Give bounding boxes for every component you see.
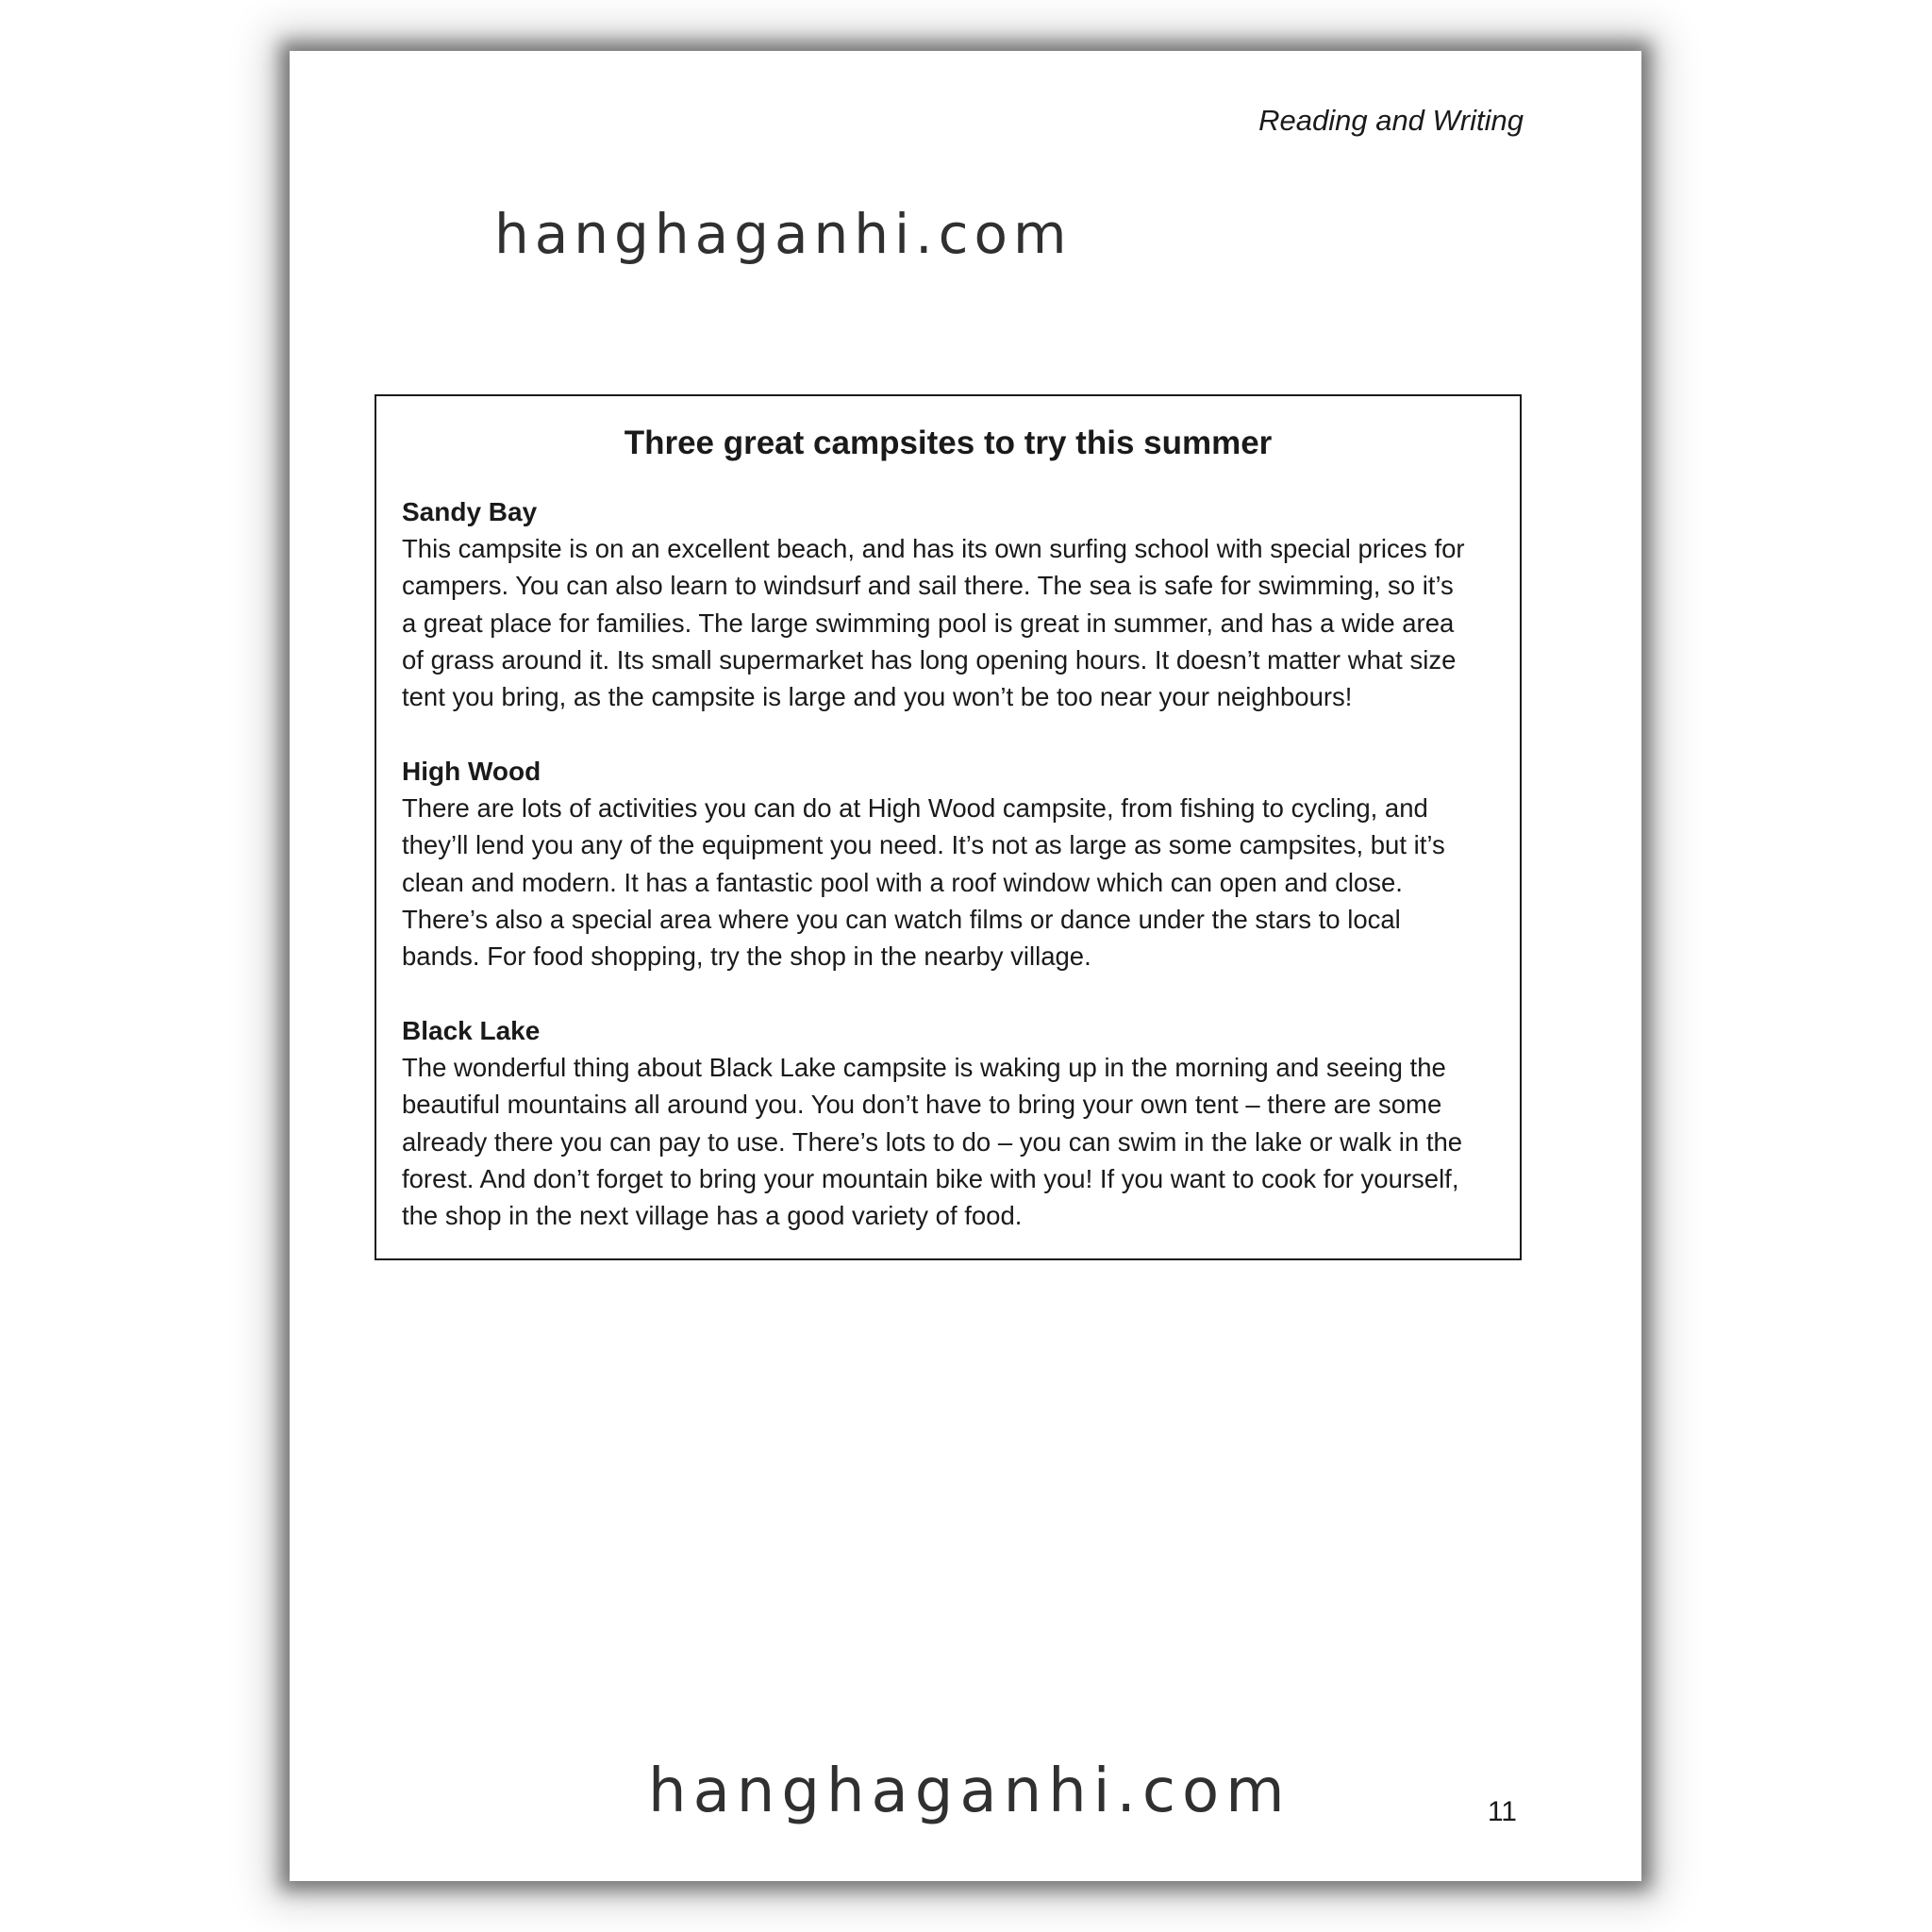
article-title: Three great campsites to try this summer xyxy=(624,425,1273,461)
campsite-text-line: of grass around it. Its small supermarket has long opening hours. It doesn’t matter what size xyxy=(402,644,1457,675)
campsite-text-line: beautiful mountains all around you. You don’t have to bring your own tent – there are some xyxy=(402,1090,1442,1120)
campsite-text-line: tent you bring, as the campsite is large and you won’t be too near your neighbours! xyxy=(402,682,1353,712)
campsite-text-line: There are lots of activities you can do at High Wood campsite, from fishing to cycling, and xyxy=(402,793,1428,823)
campsite-name: Sandy Bay xyxy=(402,497,538,526)
watermark-bottom: hanghaganhi.com xyxy=(648,1757,1291,1826)
campsite-text-line: they’ll lend you any of the equipment you need. It’s not as large as some campsites, but it’s xyxy=(402,830,1445,860)
campsite-text-line: clean and modern. It has a fantastic pool with a roof window which can open and close. xyxy=(402,867,1403,897)
campsite-high-wood xyxy=(402,753,1515,974)
campsite-text-line: There’s also a special area where you can watch films or dance under the stars to local xyxy=(402,904,1401,934)
campsite-text-line: the shop in the next village has a good variety of food. xyxy=(402,1201,1023,1231)
page-number: 11 xyxy=(1487,1796,1517,1827)
campsite-sandy-bay xyxy=(402,493,1515,715)
document-page xyxy=(290,51,1641,1881)
campsite-name: High Wood xyxy=(402,757,541,786)
campsite-name: Black Lake xyxy=(402,1016,541,1045)
article-box xyxy=(375,394,1522,1260)
campsite-text-line: The wonderful thing about Black Lake campsite is waking up in the morning and seeing the xyxy=(402,1053,1446,1082)
campsite-text-line: This campsite is on an excellent beach, and has its own surfing school with special prices for xyxy=(402,534,1465,563)
campsite-text-line: bands. For food shopping, try the shop in the nearby village. xyxy=(402,941,1091,972)
watermark-top: hanghaganhi.com xyxy=(494,202,1073,266)
campsite-black-lake xyxy=(402,1012,1515,1234)
campsite-text-line: already there you can pay to use. There’s lots to do – you can swim in the lake or walk in the xyxy=(402,1126,1463,1157)
campsite-text-line: a great place for families. The large swimming pool is great in summer, and has a wide area xyxy=(402,608,1455,638)
campsite-text-line: campers. You can also learn to windsurf and sail there. The sea is safe for swimming, so it’s xyxy=(402,571,1454,601)
campsite-text-line: forest. And don’t forget to bring your mountain bike with you! If you want to cook for yourself, xyxy=(402,1163,1459,1193)
section-header: Reading and Writing xyxy=(1258,104,1524,137)
